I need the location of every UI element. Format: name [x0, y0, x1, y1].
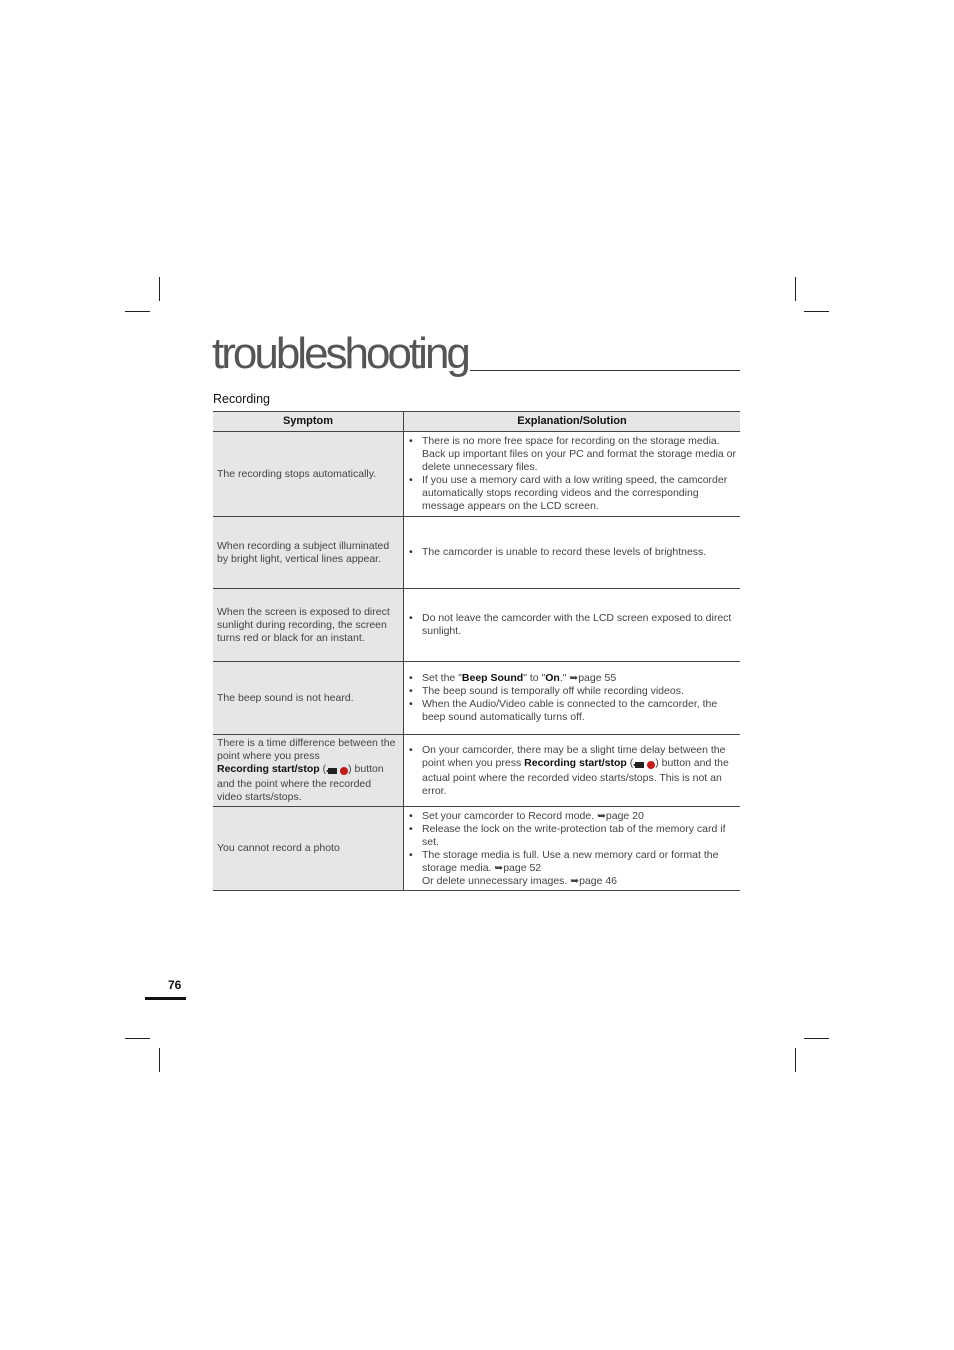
- text: Set the ": [422, 672, 462, 684]
- list-item: • There is no more free space for recording on the storage media. Back up important files on your PC and format the storage media or delete unnecessary files.: [422, 435, 736, 474]
- page-number: 76: [168, 978, 182, 992]
- table-row: [213, 807, 740, 891]
- explanation-cell: [404, 807, 741, 891]
- symptom-cell: When the screen is exposed to direct sunlight during recording, the screen turns red or black for an instant.: [213, 589, 404, 662]
- text: Set your camcorder to Record mode.: [422, 809, 598, 822]
- table-row: [213, 432, 740, 517]
- explanation-cell: [404, 735, 741, 807]
- explanation-cell: [404, 589, 741, 662]
- page-reference-arrow-icon: ➥: [597, 809, 606, 822]
- text: The storage media is full. Use a new memory card or format the storage media.: [422, 848, 719, 874]
- text: Or delete unnecessary images.: [422, 874, 571, 887]
- page-reference: page 20: [605, 809, 644, 822]
- list-item: [422, 849, 736, 888]
- page-reference-arrow-icon: ➥: [569, 672, 579, 684]
- list-item: • The camcorder is unable to record these levels of brightness.: [422, 546, 736, 559]
- page-reference: page 46: [579, 874, 618, 887]
- crop-mark: [795, 1048, 796, 1072]
- explanation-cell: [404, 517, 741, 589]
- text: On your camcorder, there may be a slight time delay between the point when you press: [422, 743, 726, 769]
- text: ) button and the point where the recorded video starts/stops.: [217, 763, 384, 803]
- table-header-row: [213, 412, 740, 432]
- list-item: [422, 672, 736, 685]
- text: .": [559, 672, 570, 684]
- page-reference: page 52: [503, 861, 542, 874]
- crop-mark: [125, 311, 150, 312]
- symptom-cell: The beep sound is not heard.: [213, 662, 404, 735]
- text: " to ": [523, 672, 546, 684]
- list-item: • The beep sound is temporally off while recording videos.: [422, 685, 736, 698]
- table-row: [213, 517, 740, 589]
- explanation-cell: [404, 432, 741, 517]
- list-item: [422, 810, 736, 823]
- page-number-bar: [145, 997, 186, 1000]
- crop-mark: [804, 311, 829, 312]
- setting-name: Beep Sound: [461, 672, 524, 684]
- crop-mark: [159, 277, 160, 301]
- setting-value: On: [545, 672, 560, 684]
- list-item: • If you use a memory card with a low writing speed, the camcorder automatically stops recording videos and the corresponding message appears on the LCD screen.: [422, 474, 736, 513]
- table-row: [213, 735, 740, 807]
- table-row: [213, 662, 740, 735]
- symptom-cell: The recording stops automatically.: [213, 432, 404, 517]
- record-start-stop-icon: [326, 765, 348, 778]
- troubleshooting-table: [213, 411, 740, 891]
- page-title: [212, 329, 740, 378]
- symptom-header: Symptom: [213, 412, 404, 432]
- page-title-text: troubleshooting: [212, 329, 468, 378]
- crop-mark: [125, 1038, 150, 1039]
- symptom-cell: When recording a subject illuminated by bright light, vertical lines appear.: [213, 517, 404, 589]
- crop-mark: [804, 1038, 829, 1039]
- section-heading: Recording: [213, 392, 270, 406]
- symptom-cell: You cannot record a photo: [213, 807, 404, 891]
- table-row: [213, 589, 740, 662]
- button-name: Recording start/stop: [524, 756, 627, 769]
- list-item: • When the Audio/Video cable is connected to the camcorder, the beep sound automatically turns off.: [422, 698, 736, 724]
- text: ) button and the actual point where the recorded video starts/stops. This is not an error.: [422, 756, 729, 797]
- text: (: [319, 763, 327, 775]
- list-item: • Release the lock on the write-protection tab of the memory card if set.: [422, 823, 736, 849]
- page-reference: page 55: [578, 672, 617, 684]
- page-reference-arrow-icon: ➥: [494, 861, 504, 874]
- symptom-cell: [213, 735, 404, 807]
- page-reference-arrow-icon: ➥: [570, 874, 580, 887]
- record-start-stop-icon: [633, 759, 655, 772]
- text: (: [626, 756, 634, 769]
- text: There is a time difference between the point where you press: [217, 737, 396, 762]
- list-item: • Do not leave the camcorder with the LCD screen exposed to direct sunlight.: [422, 612, 736, 638]
- explanation-cell: [404, 662, 741, 735]
- button-name: Recording start/stop: [217, 763, 320, 775]
- explanation-header: Explanation/Solution: [404, 412, 741, 432]
- crop-mark: [159, 1048, 160, 1072]
- crop-mark: [795, 277, 796, 301]
- list-item: [422, 744, 736, 798]
